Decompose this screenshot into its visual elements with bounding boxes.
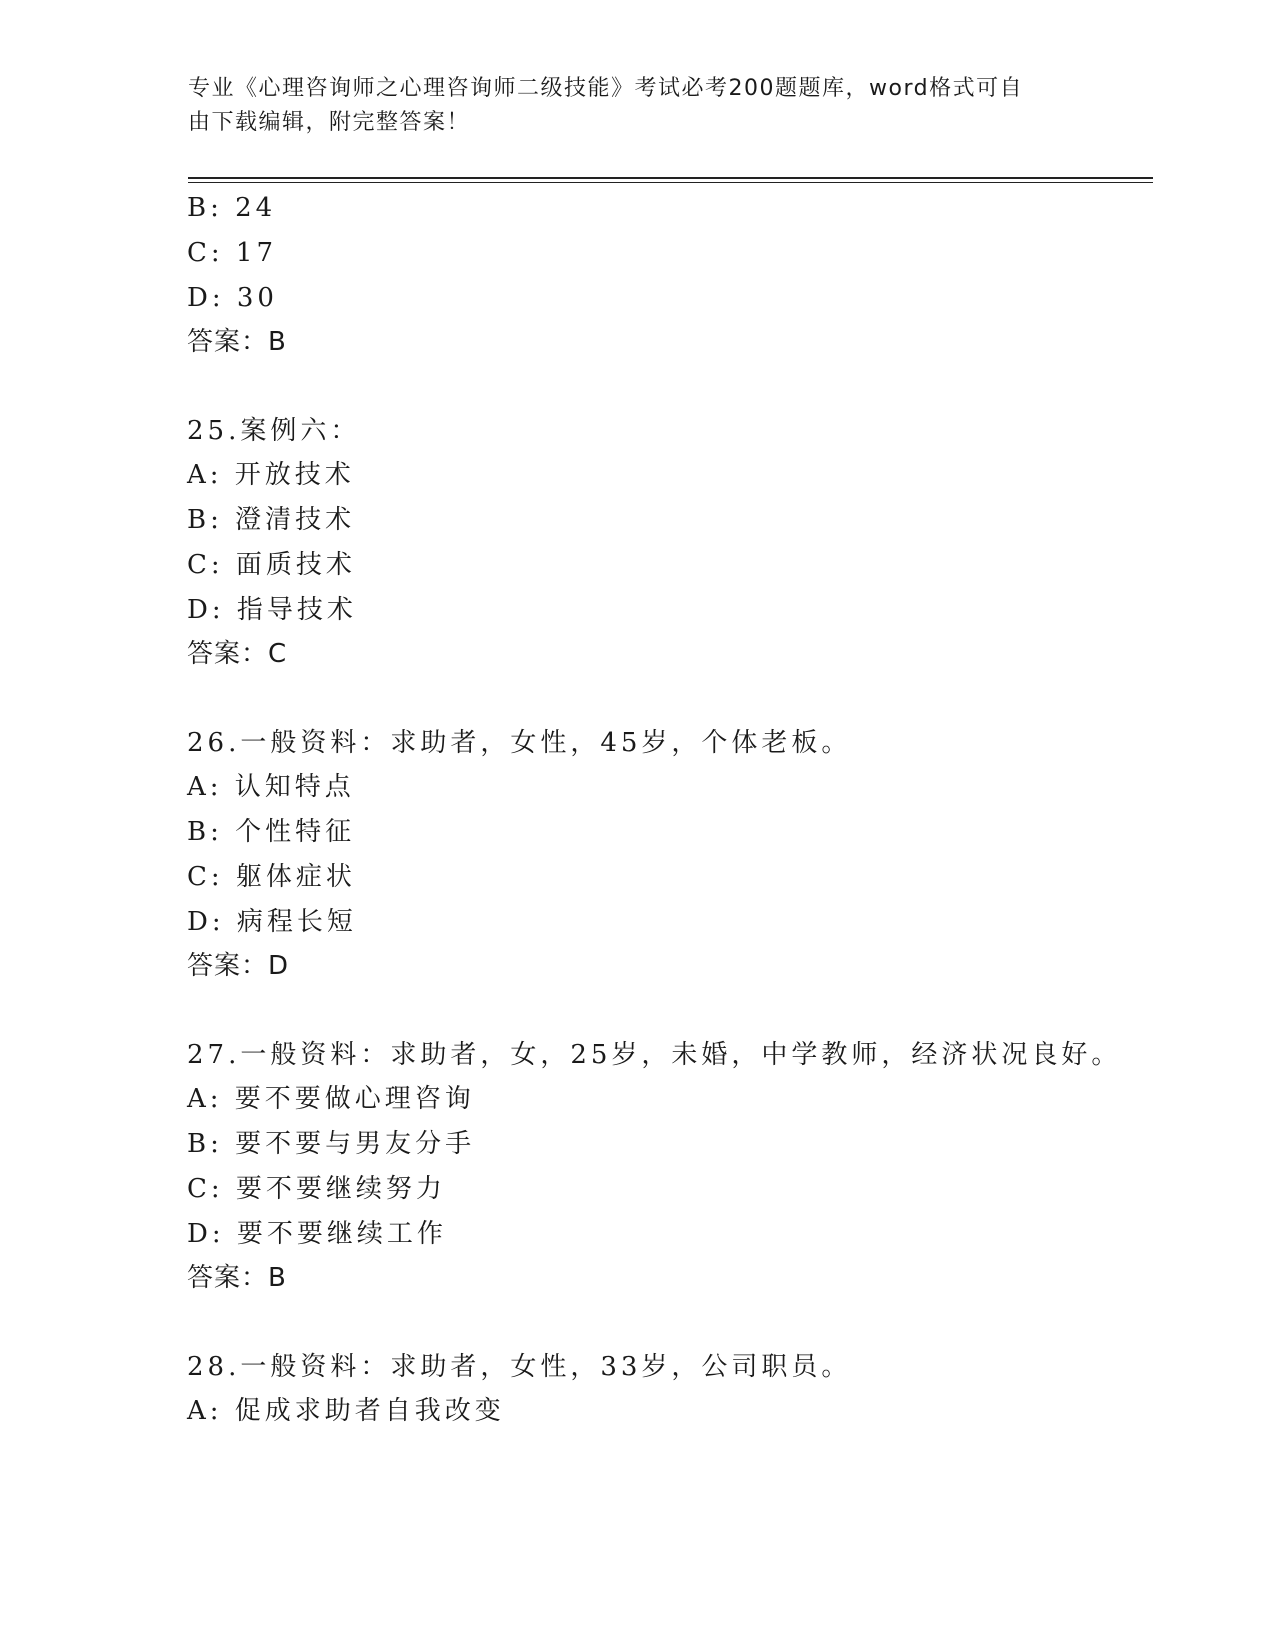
option-b: B: 个性特征 bbox=[187, 817, 356, 847]
option-d: D: 要不要继续工作 bbox=[187, 1219, 447, 1249]
answer-line: 答案：C bbox=[187, 639, 288, 669]
option-a: A: 促成求助者自我改变 bbox=[187, 1396, 505, 1426]
header-divider-thin bbox=[188, 182, 1153, 183]
question-stem: 28.一般资料：求助者，女性，33岁，公司职员。 bbox=[187, 1352, 852, 1382]
option-d: D: 指导技术 bbox=[187, 595, 357, 625]
option-b: B: 要不要与男友分手 bbox=[187, 1129, 476, 1159]
option-a: A: 要不要做心理咨询 bbox=[187, 1084, 475, 1114]
option-b: B: 澄清技术 bbox=[187, 505, 356, 535]
question-stem: 26.一般资料：求助者，女性，45岁，个体老板。 bbox=[187, 728, 852, 758]
option-c: C: 17 bbox=[187, 238, 278, 268]
answer-line: 答案：B bbox=[187, 327, 287, 357]
option-c: C: 躯体症状 bbox=[187, 862, 356, 892]
answer-line: 答案：B bbox=[187, 1263, 287, 1293]
question-stem: 27.一般资料：求助者，女，25岁，未婚，中学教师，经济状况良好。 bbox=[187, 1040, 1122, 1070]
answer-line: 答案：D bbox=[187, 951, 290, 981]
option-c: C: 要不要继续努力 bbox=[187, 1174, 446, 1204]
document-header bbox=[188, 72, 1068, 140]
header-divider-thick bbox=[188, 177, 1153, 179]
option-d: D: 30 bbox=[187, 283, 278, 313]
question-stem: 25.案例六： bbox=[187, 416, 361, 446]
option-a: A: 开放技术 bbox=[187, 460, 355, 490]
option-d: D: 病程长短 bbox=[187, 907, 357, 937]
option-c: C: 面质技术 bbox=[187, 550, 356, 580]
header-line-1: 专业《心理咨询师之心理咨询师二级技能》考试必考200题题库，word格式可自 bbox=[188, 76, 1024, 101]
option-a: A: 认知特点 bbox=[187, 772, 355, 802]
option-b: B: 24 bbox=[187, 193, 277, 223]
header-line-2: 由下载编辑，附完整答案！ bbox=[188, 110, 471, 135]
